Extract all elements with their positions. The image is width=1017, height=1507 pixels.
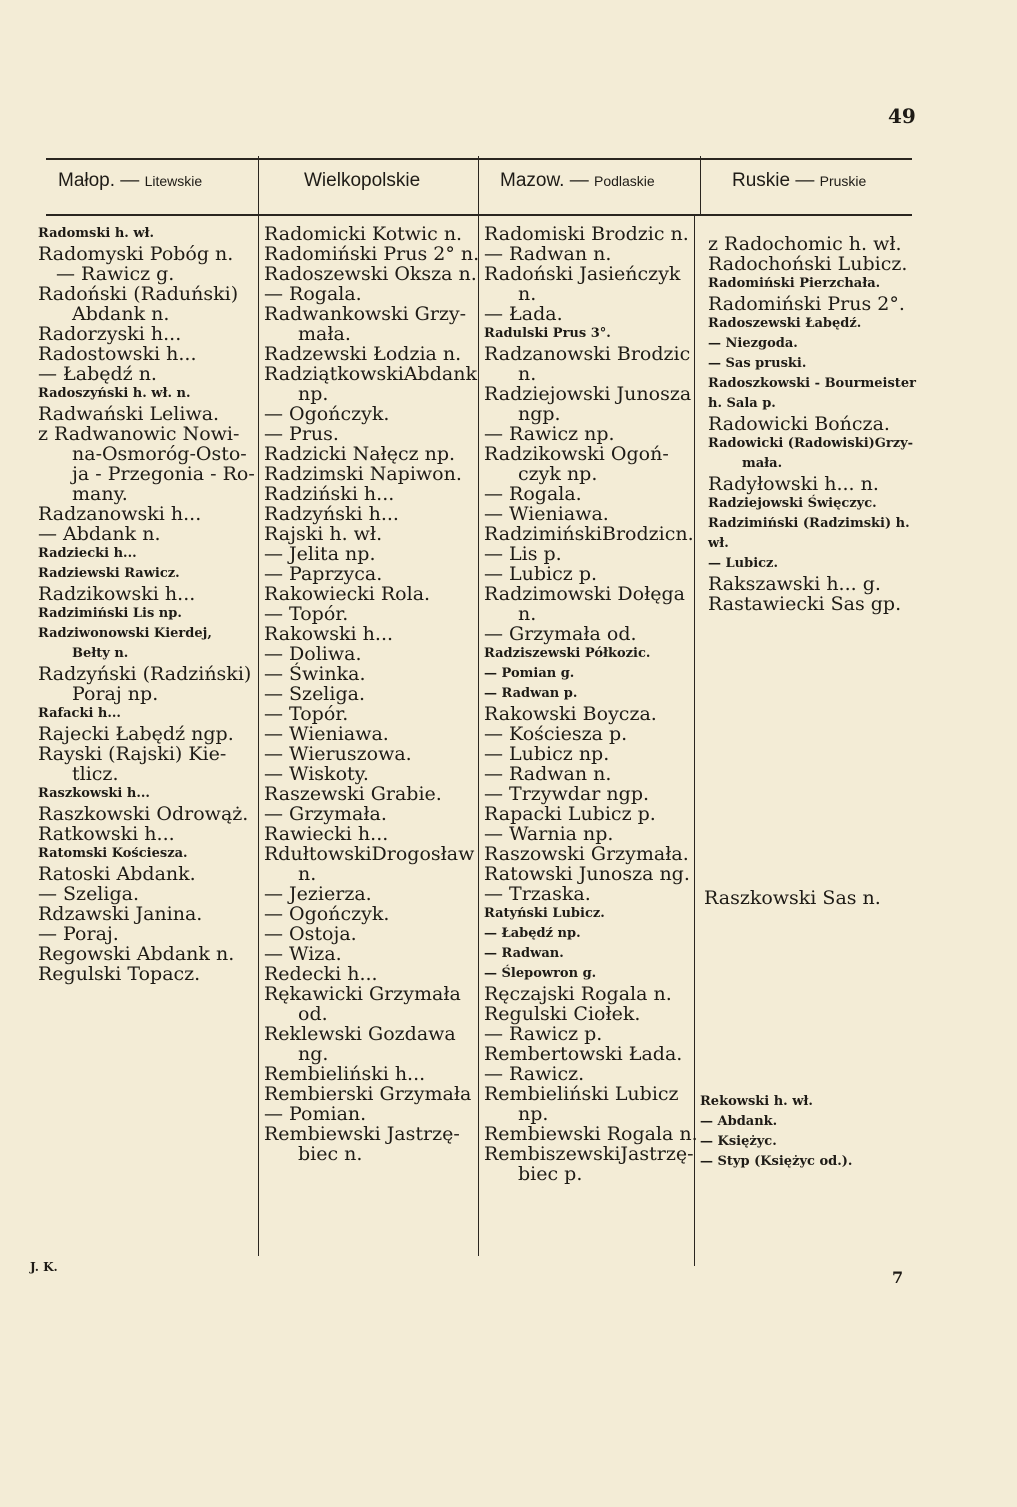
list-item: ngp. bbox=[518, 403, 561, 425]
list-item: — Wiskoty. bbox=[264, 763, 369, 785]
list-item: Abdank n. bbox=[72, 303, 170, 325]
list-item: Raszkowski Odrowąż. bbox=[38, 803, 249, 825]
list-item: — Wiza. bbox=[264, 943, 342, 965]
list-item: Rakowski h... bbox=[264, 623, 394, 645]
list-item: — Poraj. bbox=[38, 923, 119, 945]
list-item: Raszowski Grzymała. bbox=[484, 843, 689, 865]
list-item: Radziejowski Święczyc. bbox=[708, 496, 877, 511]
list-item: Rakowiecki Rola. bbox=[264, 583, 431, 605]
list-item: — Rawicz. bbox=[484, 1063, 585, 1085]
list-item: — Radwan. bbox=[484, 946, 564, 961]
page-number: 49 bbox=[888, 104, 916, 128]
list-item: — Topór. bbox=[264, 603, 349, 625]
list-item: Radoszkowski - Bourmeister bbox=[708, 376, 916, 391]
list-item: — Rawicz g. bbox=[56, 263, 175, 285]
list-item: Radomyski Pobóg n. bbox=[38, 243, 234, 265]
list-item: — Radwan p. bbox=[484, 686, 578, 701]
list-item: Ręczajski Rogala n. bbox=[484, 983, 672, 1005]
list-item: Regulski Topacz. bbox=[38, 963, 201, 985]
column-header-1-sub: Litewskie bbox=[144, 173, 203, 189]
list-item: — Świnka. bbox=[264, 663, 366, 685]
list-item: Ratowski Junosza ng. bbox=[484, 863, 690, 885]
list-item: — Rogala. bbox=[264, 283, 362, 305]
list-item: n. bbox=[518, 603, 537, 625]
list-item: Radomiski Brodzic n. bbox=[484, 223, 689, 245]
list-item: mała. bbox=[742, 456, 783, 471]
list-item: Radwański Leliwa. bbox=[38, 403, 220, 425]
list-item: Radoszewski Łabędź. bbox=[708, 316, 862, 331]
column-ruskie-pruskie-group-1 bbox=[708, 234, 916, 614]
list-item: — Wieniawa. bbox=[264, 723, 389, 745]
list-item: Radoszewski Oksza n. bbox=[264, 263, 477, 285]
footer-initials: J. K. bbox=[30, 1260, 58, 1274]
list-item: — Sas pruski. bbox=[708, 356, 807, 371]
column-header-4-sub: Pruskie bbox=[819, 173, 867, 189]
list-item: Radzikowski Ogoń- bbox=[484, 443, 669, 465]
list-item: Radzicki Nałęcz np. bbox=[264, 443, 456, 465]
list-item: Radomiński Prus 2° n. bbox=[264, 243, 480, 265]
list-item: Bełty n. bbox=[72, 646, 129, 661]
list-item: Raszkowski Sas n. bbox=[704, 887, 881, 909]
list-item: mała. bbox=[298, 323, 351, 345]
list-item: — Grzymała od. bbox=[484, 623, 637, 645]
list-item: Radzimski Napiwon. bbox=[264, 463, 462, 485]
list-item: Rembierski Grzymała bbox=[264, 1083, 472, 1105]
list-item: Radomski h. wł. bbox=[38, 226, 155, 241]
list-item: Rękawicki Grzymała bbox=[264, 983, 461, 1005]
list-item: Rafacki h... bbox=[38, 706, 121, 721]
list-item: Rakszawski h... g. bbox=[708, 573, 881, 595]
list-item: — Łabędź n. bbox=[38, 363, 157, 385]
list-item: Rayski (Rajski) Kie- bbox=[38, 743, 227, 765]
list-item: Radzimiński (Radzimski) h. bbox=[708, 516, 910, 531]
list-item: Radoński (Raduński) bbox=[38, 283, 239, 305]
list-item: Radzanowski Brodzic bbox=[484, 343, 691, 365]
column-header-2 bbox=[304, 170, 420, 192]
list-item: n. bbox=[298, 863, 317, 885]
column-ruskie-pruskie-group-2 bbox=[704, 888, 881, 908]
list-item: biec n. bbox=[298, 1143, 363, 1165]
column-header-4-main: Ruskie bbox=[732, 170, 791, 191]
list-item: Rembiewski Jastrzę- bbox=[264, 1123, 460, 1145]
list-item: Radziński h... bbox=[264, 483, 395, 505]
column-header-3: Mazow. — Podlaskie bbox=[500, 170, 655, 191]
list-item: — Ostoja. bbox=[264, 923, 357, 945]
list-item: Rajski h. wł. bbox=[264, 523, 383, 545]
list-item: Radziewski Rawicz. bbox=[38, 566, 180, 581]
list-item: Radochoński Lubicz. bbox=[708, 253, 908, 275]
list-item: Radostowski h... bbox=[38, 343, 197, 365]
list-item: Radowicki Bończa. bbox=[708, 413, 890, 435]
list-item: Rembertowski Łada. bbox=[484, 1043, 683, 1065]
list-item: Rembieliński Lubicz bbox=[484, 1083, 679, 1105]
column-header-3-sub: Podlaskie bbox=[593, 173, 655, 189]
list-item: biec p. bbox=[518, 1163, 583, 1185]
list-item: Poraj np. bbox=[72, 683, 159, 705]
list-item: — Rogala. bbox=[484, 483, 582, 505]
list-item: Radoński Jasieńczyk bbox=[484, 263, 681, 285]
list-item: — Abdank. bbox=[700, 1114, 778, 1129]
column-header-1: Małop. — Litewskie bbox=[58, 170, 203, 191]
column-malop-litewskie bbox=[38, 224, 255, 984]
list-item: Raszewski Grabie. bbox=[264, 783, 442, 805]
list-item: od. bbox=[298, 1003, 328, 1025]
list-item: h. Sala p. bbox=[708, 396, 776, 411]
list-item: — Pomian. bbox=[264, 1103, 367, 1125]
list-item: Rajecki Łabędź ngp. bbox=[38, 723, 234, 745]
list-item: Ratomski Kościesza. bbox=[38, 846, 188, 861]
list-item: Radoszyński h. wł. n. bbox=[38, 386, 191, 401]
list-item: — Trzaska. bbox=[484, 883, 591, 905]
list-item: many. bbox=[72, 483, 128, 505]
list-item: Rawiecki h... bbox=[264, 823, 389, 845]
list-item: — Szeliga. bbox=[264, 683, 365, 705]
list-item: RembiszewskiJastrzę- bbox=[484, 1143, 694, 1165]
list-item: n. bbox=[518, 283, 537, 305]
list-item: — Abdank n. bbox=[38, 523, 161, 545]
list-item: Radowicki (Radowiski)Grzy- bbox=[708, 436, 914, 451]
list-item: Radziecki h... bbox=[38, 546, 137, 561]
list-item: Radzyński h... bbox=[264, 503, 399, 525]
list-item: RdułtowskiDrogosław bbox=[264, 843, 475, 865]
list-item: tlicz. bbox=[72, 763, 119, 785]
list-item: — Prus. bbox=[264, 423, 339, 445]
list-item: Radziszewski Półkozic. bbox=[484, 646, 651, 661]
list-item: — Lubicz. bbox=[708, 556, 778, 571]
list-item: RadzimińskiBrodzicn. bbox=[484, 523, 694, 545]
list-item: — Łabędź np. bbox=[484, 926, 581, 941]
list-item: — Doliwa. bbox=[264, 643, 362, 665]
list-item: — Grzymała. bbox=[264, 803, 387, 825]
list-item: Raszkowski h... bbox=[38, 786, 150, 801]
list-item: — Wieniawa. bbox=[484, 503, 609, 525]
list-item: — Pomian g. bbox=[484, 666, 575, 681]
list-item: — Styp (Księżyc od.). bbox=[700, 1154, 853, 1169]
header-divider-1 bbox=[258, 156, 259, 216]
list-item: Regowski Abdank n. bbox=[38, 943, 235, 965]
list-item: Radziejowski Junosza bbox=[484, 383, 692, 405]
list-item: Redecki h... bbox=[264, 963, 378, 985]
list-item: Radomiński Pierzchała. bbox=[708, 276, 881, 291]
list-item: — Niezgoda. bbox=[708, 336, 798, 351]
list-item: z Radwanowic Nowi- bbox=[38, 423, 240, 445]
list-item: Ratyński Lubicz. bbox=[484, 906, 605, 921]
list-item: — Lis p. bbox=[484, 543, 562, 565]
list-item: — Rawicz np. bbox=[484, 423, 615, 445]
list-item: Rembieliński h... bbox=[264, 1063, 426, 1085]
list-item: Rapacki Lubicz p. bbox=[484, 803, 656, 825]
list-item: Radziwonowski Kierdej, bbox=[38, 626, 212, 641]
column-header-2-main: Wielkopolskie bbox=[304, 170, 421, 191]
list-item: — Radwan n. bbox=[484, 243, 612, 265]
list-item: RadziątkowskiAbdank bbox=[264, 363, 477, 385]
list-item: — Ogończyk. bbox=[264, 903, 390, 925]
list-item: Radulski Prus 3°. bbox=[484, 326, 611, 341]
list-item: Radomicki Kotwic n. bbox=[264, 223, 463, 245]
list-item: Ratoski Abdank. bbox=[38, 863, 196, 885]
list-item: z Radochomic h. wł. bbox=[708, 233, 902, 255]
list-item: — Ogończyk. bbox=[264, 403, 390, 425]
header-top-rule bbox=[46, 158, 912, 160]
header-bottom-rule bbox=[46, 214, 912, 216]
list-item: na-Osmoróg-Osto- bbox=[72, 443, 247, 465]
list-item: — Księżyc. bbox=[700, 1134, 777, 1149]
column-header-4: Ruskie — Pruskie bbox=[732, 170, 867, 191]
list-item: Radwankowski Grzy- bbox=[264, 303, 467, 325]
footer-signature-number: 7 bbox=[892, 1268, 904, 1287]
list-item: Ratkowski h... bbox=[38, 823, 175, 845]
list-item: Radzimiński Lis np. bbox=[38, 606, 182, 621]
list-item: Regulski Ciołek. bbox=[484, 1003, 641, 1025]
list-item: Rdzawski Janina. bbox=[38, 903, 203, 925]
list-item: — Rawicz p. bbox=[484, 1023, 603, 1045]
column-header-3-main: Mazow. bbox=[500, 170, 565, 191]
list-item: ja - Przegonia - Ro- bbox=[72, 463, 255, 485]
list-item: — Trzywdar ngp. bbox=[484, 783, 650, 805]
list-item: Radyłowski h... n. bbox=[708, 473, 879, 495]
list-item: Radzyński (Radziński) bbox=[38, 663, 252, 685]
column-ruskie-pruskie-group-3 bbox=[700, 1092, 852, 1172]
list-item: — Radwan n. bbox=[484, 763, 612, 785]
header-divider-3 bbox=[700, 156, 701, 216]
column-wielkopolskie bbox=[264, 224, 479, 1164]
list-item: czyk np. bbox=[518, 463, 598, 485]
list-item: wł. bbox=[708, 536, 729, 551]
list-item: Rakowski Boycza. bbox=[484, 703, 657, 725]
column-mazow-podlaskie bbox=[484, 224, 698, 1184]
list-item: Radomiński Prus 2°. bbox=[708, 293, 905, 315]
list-item: np. bbox=[298, 383, 329, 405]
column-header-1-main: Małop. bbox=[58, 170, 116, 191]
list-item: — Ślepowron g. bbox=[484, 966, 597, 981]
column-divider-1 bbox=[258, 216, 259, 1256]
list-item: — Szeliga. bbox=[38, 883, 139, 905]
list-item: np. bbox=[518, 1103, 549, 1125]
list-item: Radorzyski h... bbox=[38, 323, 182, 345]
header-divider-2 bbox=[478, 156, 479, 216]
list-item: n. bbox=[518, 363, 537, 385]
list-item: — Paprzyca. bbox=[264, 563, 383, 585]
list-item: — Warnia np. bbox=[484, 823, 614, 845]
list-item: — Topór. bbox=[264, 703, 349, 725]
list-item: Radzanowski h... bbox=[38, 503, 202, 525]
list-item: — Wieruszowa. bbox=[264, 743, 412, 765]
list-item: ng. bbox=[298, 1043, 329, 1065]
list-item: — Jelita np. bbox=[264, 543, 376, 565]
list-item: — Jezierza. bbox=[264, 883, 372, 905]
list-item: Reklewski Gozdawa bbox=[264, 1023, 456, 1045]
list-item: — Łada. bbox=[484, 303, 563, 325]
list-item: — Kościesza p. bbox=[484, 723, 628, 745]
list-item: Radzewski Łodzia n. bbox=[264, 343, 462, 365]
list-item: Rekowski h. wł. bbox=[700, 1094, 813, 1109]
list-item: Rembiewski Rogala n. bbox=[484, 1123, 698, 1145]
list-item: — Lubicz np. bbox=[484, 743, 610, 765]
list-item: Rastawiecki Sas gp. bbox=[708, 593, 902, 615]
list-item: Radzikowski h... bbox=[38, 583, 196, 605]
list-item: Radzimowski Dołęga bbox=[484, 583, 685, 605]
list-item: — Lubicz p. bbox=[484, 563, 598, 585]
